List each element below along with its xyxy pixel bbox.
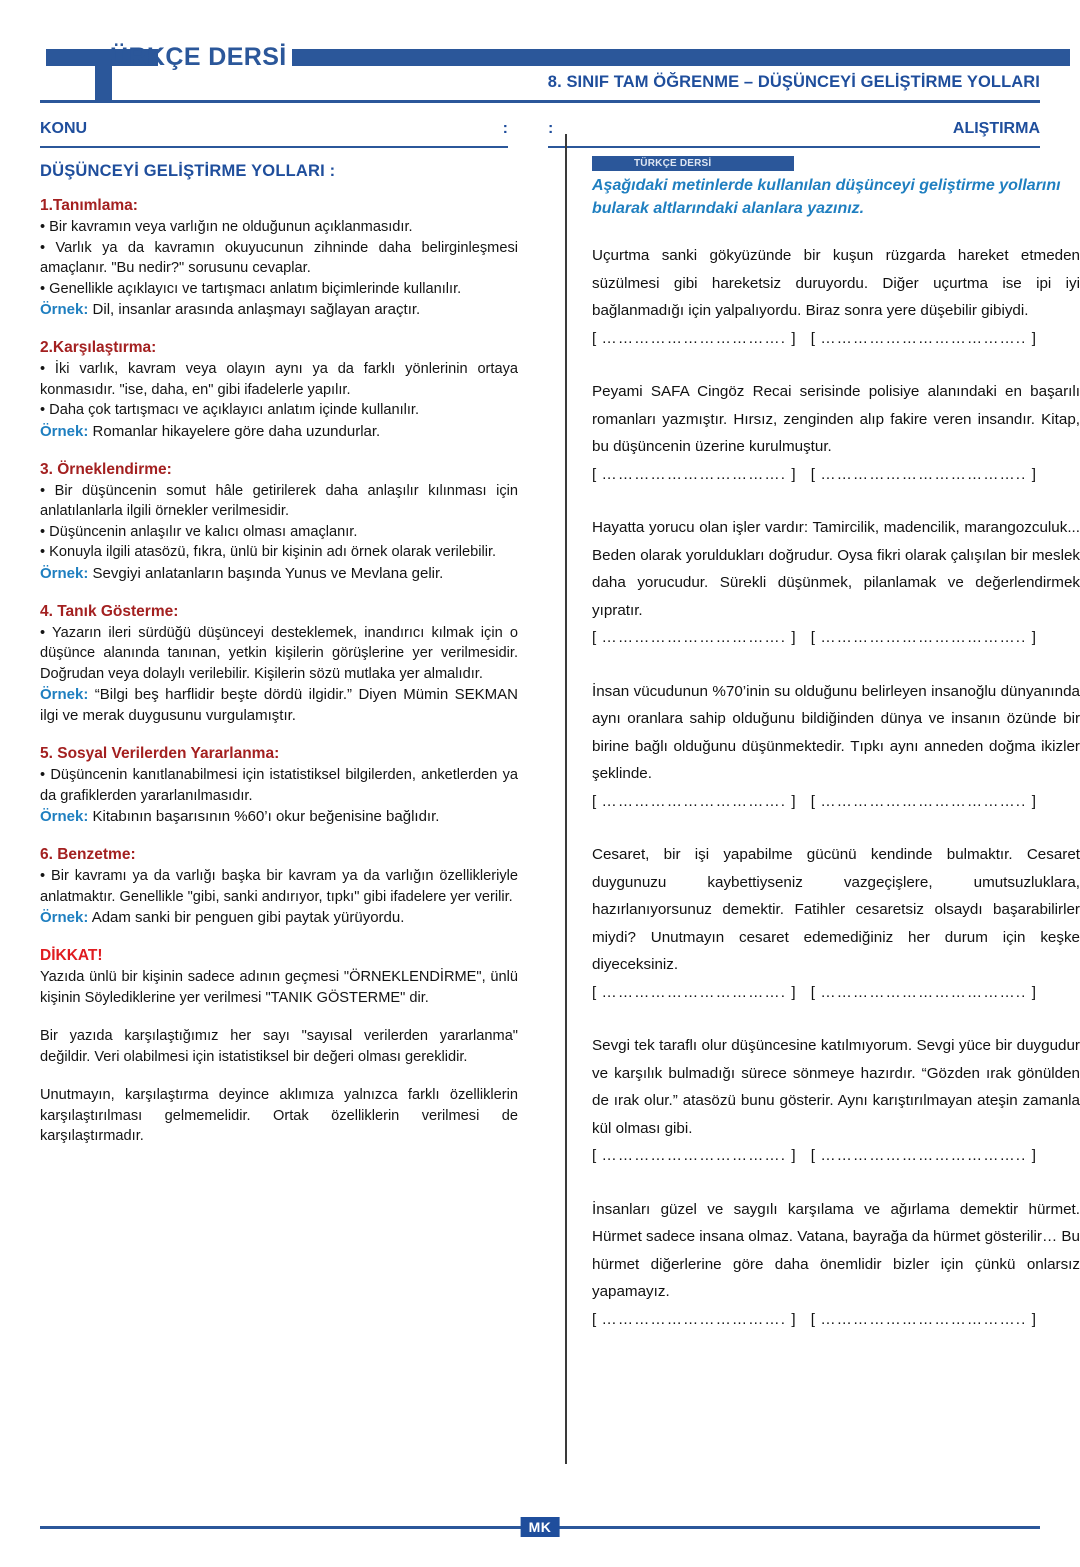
theory-section-heading: 6. Benzetme: [40, 846, 136, 863]
blank-bracket-close: ] [1031, 329, 1036, 347]
blank-bracket-close: ] [791, 983, 796, 1001]
theory-section [40, 461, 518, 584]
blank-bracket-open: [ [810, 1310, 816, 1328]
theory-section [40, 197, 518, 320]
theory-section-heading: 3. Örneklendirme: [40, 460, 172, 478]
example-label: Örnek: [40, 808, 89, 825]
blank-bracket-open: [ [810, 465, 816, 483]
answer-blank-field[interactable]: ……………………………….. [815, 1310, 1032, 1328]
theory-bullet: • Düşüncenin kanıtlanabilmesi için istatistiksel bilgilerden, anketlerden ya da grafiklerden yararlanılmasıdır. [40, 767, 518, 804]
blank-bracket-close: ] [791, 1147, 796, 1164]
answer-blank-field[interactable]: ……………………………….. [815, 329, 1032, 347]
exercise-passage: Hayatta yorucu olan işler vardır: Tamircilik, madencilik, marangozculuk... Beden olarak yoruldukları doğrudur. Oysa fikri olarak çalışılan bir meslek daha yorucudur. Sürekli düşünmek, pilanlamak ve değerlendirmek yıpratır. [592, 519, 1080, 619]
theory-bullet: • Daha çok tartışmacı ve açıklayıcı anlatım içinde kullanılır. [40, 402, 420, 418]
answer-blank-field[interactable]: ……………………………….. [815, 983, 1032, 1001]
label-row [40, 118, 1040, 152]
mini-turkce-dersi-logo [592, 156, 794, 171]
blank-bracket-close: ] [1031, 1147, 1036, 1164]
worksheet-page [0, 40, 1080, 1567]
theory-bullet: • Genellikle açıklayıcı ve tartışmacı anlatım biçimlerinde kullanılır. [40, 280, 462, 297]
theory-bullet: • Düşüncenin anlaşılır ve kalıcı olması amaçlanır. [40, 523, 358, 540]
blank-bracket-open: [ [592, 465, 597, 483]
konu-field [40, 118, 508, 148]
theory-section-heading: 1.Tanımlama: [40, 197, 138, 214]
answer-blank-field[interactable]: ……………………………. [596, 792, 792, 810]
content-columns [40, 156, 1080, 1471]
exercise-passage: İnsanları güzel ve saygılı karşılama ve ağırlama demektir hürmet. Hürmet sadece insana olmaz. Vatana, bayrağa da hürmet gösterilir… Bu hürmet diğerlerine göre daha önemlidir bizler için çünkü onlarsız yapamayız. [592, 1200, 1080, 1300]
theory-bullet: • İki varlık, kavram veya olayın aynı ya da farklı yönlerinin ortaya konmasıdır. "ise, daha, en" gibi ifadelerle yapılır. [40, 361, 518, 398]
exercise-item [592, 242, 1080, 352]
answer-blank-field[interactable]: ……………………………….. [815, 1147, 1032, 1164]
answer-blank-field[interactable]: ……………………………….. [815, 465, 1032, 483]
theory-section-heading: 2.Karşılaştırma: [40, 339, 157, 356]
blank-bracket-open: [ [592, 792, 597, 810]
theory-bullet: • Bir kavramın veya varlığın ne olduğunun açıklanmasıdır. [40, 219, 413, 235]
theory-section [40, 745, 518, 827]
exercise-item [592, 1196, 1080, 1334]
dikkat-heading: DİKKAT! [40, 947, 103, 964]
dikkat-note: Yazıda ünlü bir kişinin sadece adının geçmesi "ÖRNEKLENDİRME", ünlü kişinin Söylediklerine yer verilmesi "TANIK GÖSTERME" dir. [40, 969, 518, 1006]
alistirma-label: ALIŞTIRMA [952, 120, 1040, 137]
alistirma-colon: : [548, 120, 554, 137]
blank-bracket-open: [ [810, 329, 816, 347]
example-text: Dil, insanlar arasında anlaşmayı sağlayan araçtır. [88, 301, 421, 318]
logo-wordmark: ÜRKÇE DERSİ [110, 43, 287, 71]
answer-blank-field[interactable]: ……………………………. [596, 1147, 792, 1164]
blank-bracket-open: [ [592, 983, 597, 1001]
blank-bracket-close: ] [1031, 983, 1036, 1001]
answer-blank-field[interactable]: ……………………………. [596, 629, 792, 646]
blank-bracket-open: [ [592, 329, 597, 347]
theory-column [40, 156, 518, 1165]
blank-bracket-close: ] [1031, 792, 1036, 810]
answer-blank-row [592, 325, 1080, 353]
exercise-item [592, 841, 1080, 1006]
example-label: Örnek: [40, 686, 89, 703]
blank-bracket-open: [ [810, 1147, 816, 1164]
theory-bullet: • Yazarın ileri sürdüğü düşünceyi desteklemek, inandırıcı kılmak için o düşünce alanında tanınan, yetkin kişilerin görüşlerine yer verilmesidir. Doğrudan veya dolaylı verilebilir. Kişilerin sözü mutlaka yer almalıdır. [40, 624, 518, 682]
blank-bracket-open: [ [592, 1310, 597, 1328]
dikkat-note: Unutmayın, karşılaştırma deyince aklımıza yalnızca farklı özelliklerin karşılaştırılması gelmemelidir. Ortak özelliklerin verilmesi de karşılaştırmadır. [40, 1087, 518, 1144]
exercise-passage: Peyami SAFA Cingöz Recai serisinde polisiye alanındaki en başarılı romanları yazmıştır. Hırsız, zenginden alıp fakire veren insandır. Kitap, bu düşüncenin üzerine kurulmuştur. [592, 383, 1080, 455]
theory-section [40, 603, 518, 727]
page-header [40, 40, 1040, 108]
page-title: 8. SINIF TAM ÖĞRENME – DÜŞÜNCEYİ GELİŞTİRME YOLLARI [547, 73, 1040, 91]
theory-example [40, 421, 518, 442]
blank-bracket-open: [ [592, 1147, 597, 1164]
theory-example [40, 806, 518, 827]
example-label: Örnek: [40, 909, 89, 926]
answer-blank-row [592, 461, 1080, 489]
blank-bracket-close: ] [791, 329, 796, 347]
dikkat-note: Bir yazıda karşılaştığımız her sayı "sayısal verilerden yararlanma" değildir. Veri olabilmesi için istatistiksel bir değeri olması gereklidir. [40, 1028, 518, 1065]
exercise-item [592, 514, 1080, 652]
exercise-item [592, 678, 1080, 816]
blank-bracket-open: [ [592, 629, 597, 646]
turkce-dersi-logo [40, 40, 510, 100]
blank-bracket-close: ] [791, 629, 796, 646]
konu-label: KONU [40, 120, 88, 137]
page-footer [40, 1515, 1040, 1541]
example-text: Romanlar hikayelere göre daha uzundurlar. [88, 422, 381, 440]
example-text: “Bilgi beş harflidir beşte dördü ilgidir.” Diyen Mümin SEKMAN ilgi ve merak duygusunu vurgulamıştır. [40, 686, 518, 724]
example-label: Örnek: [40, 564, 89, 582]
blank-bracket-close: ] [1031, 1310, 1036, 1328]
theory-section [40, 339, 518, 442]
exercise-instruction: Aşağıdaki metinlerde kullanılan düşünceyi geliştirme yollarını bularak altlarındaki alanlara yazınız. [592, 177, 1061, 217]
blank-bracket-open: [ [810, 629, 816, 646]
exercise-passage: Sevgi tek taraflı olur düşüncesine katılmıyorum. Sevgi yüce bir duygudur ve karşılık bulmadığı sürece sönmeye hazırdır. “Gözden ırak gönülden de ırak olur.” atasözü bunu gösterir. Aynı karıştırılmayan ateşin zamanla kül olması gibi. [592, 1037, 1080, 1137]
theory-example [40, 563, 518, 584]
theory-sections [40, 197, 518, 928]
konu-colon: : [502, 120, 508, 137]
mini-logo-label: TÜRKÇE DERSİ [634, 158, 712, 169]
blank-bracket-close: ] [791, 1310, 796, 1328]
answer-blank-field[interactable]: ……………………………….. [815, 629, 1032, 646]
exercise-item [592, 1032, 1080, 1170]
blank-bracket-close: ] [791, 465, 796, 483]
alistirma-field [548, 118, 1040, 148]
example-text: Adam sanki bir penguen gibi paytak yürüyordu. [88, 909, 405, 926]
theory-section-heading: 4. Tanık Gösterme: [40, 602, 179, 620]
theory-bullet: • Bir düşüncenin somut hâle getirilerek daha anlaşılır kılınması için anlatılanlarla ilgili örnekler verilmesidir. [40, 482, 518, 519]
theory-example [40, 684, 518, 726]
answer-blank-field[interactable]: ……………………………. [596, 983, 792, 1001]
answer-blank-row [592, 1306, 1080, 1334]
theory-example [40, 907, 518, 928]
blank-bracket-open: [ [810, 983, 816, 1001]
theory-bullet: • Konuyla ilgili atasözü, fıkra, ünlü bir kişinin adı örnek olarak verilebilir. [40, 544, 497, 560]
blank-bracket-close: ] [1031, 629, 1036, 646]
blank-bracket-close: ] [1031, 465, 1036, 483]
answer-blank-field[interactable]: ……………………………. [596, 1310, 792, 1328]
answer-blank-field[interactable]: ……………………………. [596, 465, 792, 483]
example-label: Örnek: [40, 422, 89, 440]
column-divider [565, 134, 567, 1464]
logo-banner-bar [292, 49, 1070, 66]
answer-blank-field[interactable]: ……………………………. [596, 329, 792, 347]
theory-section-heading: 5. Sosyal Verilerden Yararlanma: [40, 745, 280, 762]
exercise-item [592, 378, 1080, 488]
exercise-passage: Cesaret, bir işi yapabilme gücünü kendinde bulmaktır. Cesaret duygunuzu kaybettiyseniz vazgeçişlere, umutsuzluklara, hazırlanıyorsunuz demektir. Fatihler cesaretsiz olsaydı başarabilirler miydi? Unutmayın cesaret edemediğiniz her durum için keşke diyeceksiniz. [592, 846, 1080, 973]
theory-example [40, 299, 518, 320]
exercise-column [592, 156, 1080, 1359]
blank-bracket-open: [ [810, 792, 816, 810]
answer-blank-row [592, 1142, 1080, 1170]
theory-bullet: • Varlık ya da kavramın okuyucunun zihninde daha belirginleşmesi amaçlanır. "Bu nedir?" sorusunu cevaplar. [40, 239, 518, 276]
theory-main-heading: DÜŞÜNCEYİ GELİŞTİRME YOLLARI : [40, 162, 336, 180]
blank-bracket-close: ] [791, 792, 796, 810]
example-text: Kitabının başarısının %60’ı okur beğenisine bağlıdır. [88, 808, 440, 825]
exercise-passage: İnsan vücudunun %70’inin su olduğunu belirleyen insanoğlu dünyanında aynı oranlara sahip olduğunu bildiğinden dünya ve insanın özünde bir birine bağlı olduğunu düşünmektedir. Tıpkı aynı anneden doğma ikizler şeklinde. [592, 682, 1080, 782]
answer-blank-row [592, 624, 1080, 652]
answer-blank-row [592, 979, 1080, 1007]
header-divider [40, 100, 1040, 103]
footer-badge: MK [521, 1517, 560, 1537]
exercise-passage: Uçurtma sanki gökyüzünde bir kuşun rüzgarda hareket etmeden süzülmesi gibi hareketsiz duruyordu. Diğer uçurtma ise ipi iyi bağlanmadığı için yalpalıyordu. Biraz sonra yere düşebilir gibiydi. [592, 247, 1080, 319]
example-label: Örnek: [40, 301, 89, 318]
dikkat-notes [40, 967, 518, 1147]
answer-blank-field[interactable]: ……………………………….. [815, 792, 1032, 810]
answer-blank-row [592, 788, 1080, 816]
example-text: Sevgiyi anlatanların başında Yunus ve Mevlana gelir. [88, 564, 444, 582]
theory-bullet: • Bir kavramı ya da varlığı başka bir kavram ya da varlığın özellikleriyle anlatmaktır. Genellikle "gibi, sanki andırıyor, tıpkı" gibi ifadelere yer verilir. [40, 868, 518, 905]
theory-section [40, 846, 518, 928]
exercise-list [592, 242, 1080, 1333]
